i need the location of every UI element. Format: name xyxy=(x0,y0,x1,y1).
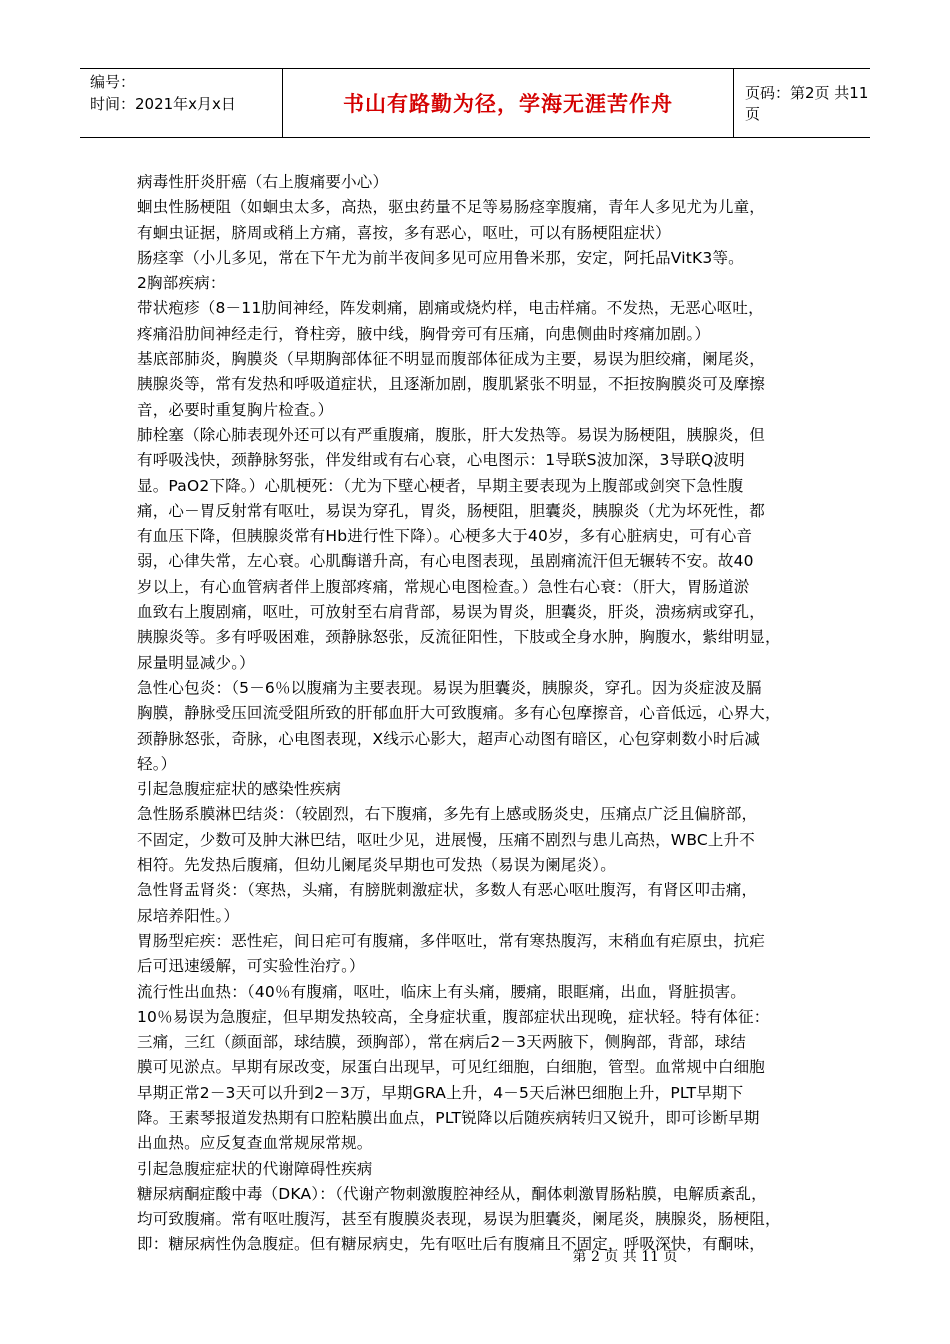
text-line: 糖尿病酮症酸中毒（DKA）：（代谢产物刺激腹腔神经从，酮体刺激胃肠粘膜，电解质紊乱， xyxy=(137,1184,767,1203)
text-line: 弱，心律失常，左心衰。心肌酶谱升高，有心电图表现，虽剧痛流汗但无辗转不安。故40 xyxy=(137,552,754,571)
text-line: 出血热。应反复查血常规尿常规。 xyxy=(137,1134,373,1153)
time-label: 时间：2021年x月x日 xyxy=(90,95,236,113)
text-line: 尿培养阳性。） xyxy=(137,906,240,925)
text-line: 引起急腹症症状的感染性疾病 xyxy=(137,780,342,799)
footer-page-number: 第 2 页 共 11 页 xyxy=(572,1249,678,1265)
page-footer xyxy=(0,1246,950,1266)
header-page-number: 页码：第2页 共11页 xyxy=(745,84,869,123)
text-line: 有呼吸浅快，颈静脉努张，伴发绀或有右心衰，心电图示：1导联S波加深，3导联Q波明 xyxy=(137,451,745,470)
text-line: 有蛔虫证据，脐周或稍上方痛，喜按，多有恶心，呕吐，可以有肠梗阻症状） xyxy=(137,223,671,242)
text-line: 胸膜，静脉受压回流受阻所致的肝郁血肝大可致腹痛。多有心包摩擦音，心音低远，心界大， xyxy=(137,704,781,723)
text-line: 音，必要时重复胸片检查。） xyxy=(137,400,334,419)
text-line: 有血压下降，但胰腺炎常有Hb进行性下降）。心梗多大于40岁，多有心脏病史，可有心音 xyxy=(137,527,753,546)
text-line: 急性心包炎：（5－6％以腹痛为主要表现。易误为胆囊炎，胰腺炎，穿孔。因为炎症波及膈 xyxy=(137,678,762,697)
text-line: 2胸部疾病： xyxy=(137,274,226,293)
document-body xyxy=(137,170,827,1258)
text-line: 降。王素琴报道发热期有口腔粘膜出血点，PLT锐降以后随疾病转归又锐升，即可诊断早期 xyxy=(137,1108,760,1127)
text-line: 肺栓塞（除心肺表现外还可以有严重腹痛，腹胀，肝大发热等。易误为肠梗阻，胰腺炎，但 xyxy=(137,425,766,444)
text-line: 基底部肺炎，胸膜炎（早期胸部体征不明显而腹部体征成为主要，易误为胆绞痛，阑尾炎， xyxy=(137,350,766,369)
text-line: 疼痛沿肋间神经走行，脊柱旁，腋中线，胸骨旁可有压痛，向患侧曲时疼痛加剧。） xyxy=(137,324,711,343)
text-line: 相符。先发热后腹痛，但幼儿阑尾炎早期也可发热（易误为阑尾炎）。 xyxy=(137,856,616,875)
text-line: 后可迅速缓解，可实验性治疗。） xyxy=(137,957,365,976)
text-line: 即：糖尿病性伪急腹症。但有糖尿病史，先有呕吐后有腹痛且不固定，呼吸深快，有酮味， xyxy=(137,1235,766,1254)
text-line: 岁以上，有心血管病者伴上腹部疼痛，常规心电图检查。）急性右心衰：（肝大，胃肠道淤 xyxy=(137,577,750,596)
text-line: 痛，心－胃反射常有呕吐，易误为穿孔，胃炎，肠梗阻，胆囊炎，胰腺炎（尤为坏死性，都 xyxy=(137,501,766,520)
text-line: 不固定，少数可及肿大淋巴结，呕吐少见，进展慢，压痛不剧烈与患儿高热，WBC上升不 xyxy=(137,830,756,849)
header-meta xyxy=(80,69,282,139)
text-line: 胃肠型疟疾：恶性疟，间日疟可有腹痛，多伴呕吐，常有寒热腹泻，末稍血有疟原虫，抗疟 xyxy=(137,931,766,950)
text-line: 胰腺炎等，常有发热和呼吸道症状，且逐渐加剧，腹肌紧张不明显，不拒按胸膜炎可及摩擦 xyxy=(137,375,766,394)
text-line: 蛔虫性肠梗阻（如蛔虫太多，高热，驱虫药量不足等易肠痉挛腹痛，青年人多见尤为儿童， xyxy=(137,198,766,217)
header-motto: 书山有路勤为径，学海无涯苦作舟 xyxy=(282,69,734,137)
text-line: 膜可见淤点。早期有尿改变，尿蛋白出现早，可见红细胞，白细胞，管型。血常规中白细胞 xyxy=(137,1058,766,1077)
number-label: 编号： xyxy=(90,73,136,91)
text-line: 均可致腹痛。常有呕吐腹泻，甚至有腹膜炎表现，易误为胆囊炎，阑尾炎，胰腺炎，肠梗阻， xyxy=(137,1210,781,1229)
text-line: 胰腺炎等。多有呼吸困难，颈静脉怒张，反流征阳性，下肢或全身水肿，胸腹水，紫绀明显， xyxy=(137,628,781,647)
text-line: 急性肠系膜淋巴结炎：（较剧烈，右下腹痛，多先有上感或肠炎史，压痛点广泛且偏脐部， xyxy=(137,805,758,824)
text-line: 病毒性肝炎肝癌（右上腹痛要小心） xyxy=(137,173,389,191)
text-line: 显。PaO2下降。）心肌梗死：（尤为下壁心梗者，早期主要表现为上腹部或剑突下急性腹 xyxy=(137,476,744,495)
text-line: 颈静脉怒张，奇脉，心电图表现，X线示心影大，超声心动图有暗区，心包穿刺数小时后减 xyxy=(137,729,761,748)
text-line: 尿量明显减少。） xyxy=(137,653,255,672)
text-line: 引起急腹症症状的代谢障碍性疾病 xyxy=(137,1159,373,1178)
text-line: 三痛，三红（颜面部，球结膜，颈胸部），常在病后2－3天两腋下，侧胸部，背部，球结 xyxy=(137,1033,746,1052)
text-line: 带状疱疹（8－11肋间神经，阵发刺痛，剧痛或烧灼样，电击样痛。不发热，无恶心呕吐， xyxy=(137,299,764,318)
text-line: 急性肾盂肾炎：（寒热，头痛，有膀胱刺激症状，多数人有恶心呕吐腹泻，有肾区叩击痛， xyxy=(137,881,758,900)
text-line: 流行性出血热：（40％有腹痛，呕吐，临床上有头痛，腰痛，眼眶痛，出血，肾脏损害。 xyxy=(137,982,746,1001)
text-line: 早期正常2－3天可以升到2－3万，早期GRA上升，4－5天后淋巴细胞上升，PLT早期下 xyxy=(137,1083,744,1102)
page-header xyxy=(80,68,870,138)
text-line: 轻。） xyxy=(137,754,177,773)
text-line: 血致右上腹剧痛，呕吐，可放射至右肩背部，易误为胃炎，胆囊炎，肝炎，溃疡病或穿孔， xyxy=(137,603,766,622)
text-line: 肠痉挛（小儿多见，常在下午尤为前半夜间多见可应用鲁米那，安定，阿托品VitK3等。 xyxy=(137,248,744,267)
text-line: 10％易误为急腹症，但早期发热较高，全身症状重，腹部症状出现晚，症状轻。特有体征： xyxy=(137,1007,770,1026)
